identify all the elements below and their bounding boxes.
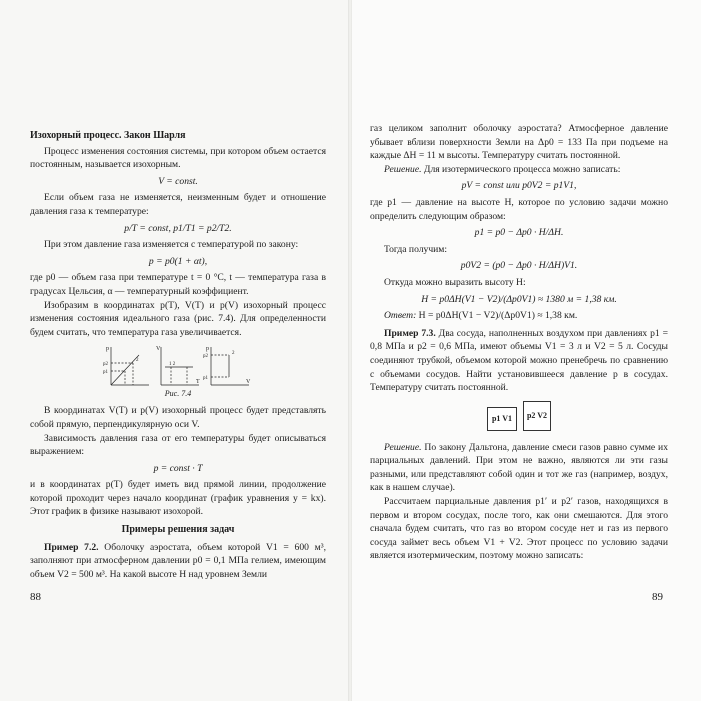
point-label: 2 (136, 358, 139, 364)
equation: V = const. (158, 175, 198, 187)
equation: p/T = const, p1/T1 = p2/T2. (124, 222, 232, 234)
example-paragraph (30, 541, 326, 582)
book-gutter (348, 0, 352, 701)
paragraph: Зависимость давления газа от его температуры будет описываться выражением: (30, 432, 326, 458)
axis-label: V (156, 346, 161, 353)
axis-label: V (246, 379, 251, 386)
axis-label: p (206, 346, 209, 353)
section-heading: Примеры решения задач (121, 524, 235, 536)
example-paragraph (370, 327, 668, 395)
section-heading: Изохорный процесс. Закон Шарля (30, 130, 186, 141)
axis-label: T (196, 379, 200, 386)
solution-text: Для изотермического процесса можно записать: (421, 163, 621, 175)
page-number: 89 (652, 591, 663, 603)
figure-caption: Рис. 7.4 (164, 389, 192, 399)
graph-V-T (161, 347, 199, 385)
axis-label: p (106, 346, 109, 353)
vessels-figure (370, 401, 668, 431)
graph-p-V (211, 347, 249, 385)
paragraph: Если объем газа не изменяется, неизменным будет и отношение давления газа к температуре: (30, 192, 326, 217)
paragraph: Изобразим в координатах p(T), V(T) и p(V) изохорный процесс изменения состояния идеального газа (рис. 7.4). Для определенности будем считать, что температура газа увеличивается. (30, 299, 326, 338)
equation: H = p0ΔH(V1 − V2)/(Δp0V1) ≈ 1380 м = 1,38 км. (421, 293, 617, 305)
tick-label: p1 (103, 370, 108, 376)
tick-label: p1 (203, 376, 208, 382)
example-label: Пример 7.3. (384, 327, 436, 339)
example-text: Два сосуда, наполненных воздухом при давлениях p1 = 0,8 МПа и p2 = 0,6 МПа, имеют объемы V1 = 3 л и V2 = 5 л. Сосуды соединяют трубкой, объемом которой можно пренебречь по сравнению с объемами сосудов. Найти установившееся давление p в сосудах. Температуру считать постоянной. (370, 327, 668, 394)
example-label: Пример 7.2. (44, 541, 99, 553)
point-label: 1 2 (169, 362, 176, 368)
right-page-text (370, 122, 668, 563)
answer-label: Ответ: (384, 310, 417, 322)
paragraph: Откуда можно выразить высоту H: (384, 276, 526, 288)
vessel-1: p1 V1 (487, 407, 517, 431)
paragraph: В координатах V(T) и p(V) изохорный процесс будет представлять собой прямую, перпендикулярную оси V. (30, 405, 326, 430)
graph-p-T (111, 347, 149, 385)
example-text: Оболочку аэростата, объем которой V1 = 600 м³, заполняют при атмосферном давлении p0 = 0,1 МПа гелием, имеющим объем V2 = 500 м³. На какой высоте H над уровнем Земли (30, 541, 326, 580)
paragraph (370, 441, 668, 495)
paragraph: Рассчитаем парциальные давления p1′ и p2′ газов, находящихся в первом и втором сосудах, после того, как они смешаются. Для этого сначала будем считать, что газ во втором сосуде нет и газ из первого сосуда займет весь объем V1 + V2. Этот процесс по условию задачи является изотермическим, поэтому можно записать: (370, 496, 668, 562)
tick-label: p2 (103, 362, 108, 368)
paragraph: Тогда получим: (384, 243, 448, 255)
paragraph: При этом давление газа изменяется с температурой по закону: (44, 239, 299, 251)
paragraph (370, 163, 668, 177)
answer-text: H = p0ΔH(V1 − V2)/(Δp0V1) ≈ 1,38 км. (416, 310, 578, 322)
paragraph: и в координатах p(T) будет иметь вид прямой линии, продолжение которой проходит через начало координат (график уравнения y = kx). Этот график в физике называют изохорой. (30, 479, 326, 518)
solution-text: По закону Дальтона, давление смеси газов равно сумме их парциальных давлений. При этом не важно, являются ли эти газы разными, или представляют собой один и тот же газ (например, воздух, как в нашем случае). (370, 441, 668, 494)
paragraph: газ целиком заполнит оболочку аэростата? Атмосферное давление убывает вблизи поверхности Земли на Δp0 = 133 Па при подъеме на каждые ΔH = 11 м высоты. Температуру считать постоянной. (370, 123, 668, 162)
tick-label: p2 (203, 354, 208, 360)
page-number: 88 (30, 591, 41, 603)
equation: p0V2 = (p0 − Δp0 · H/ΔH)V1. (460, 260, 578, 272)
equation: p1 = p0 − Δp0 · H/ΔH. (474, 227, 564, 239)
answer (370, 309, 668, 323)
solution-label: Решение. (384, 163, 422, 175)
figure-7-4 (103, 343, 253, 389)
paragraph: где p1 — давление на высоте H, которое по условию задачи можно определить следующим образом: (370, 196, 668, 222)
left-page-text (30, 129, 326, 581)
equation: p = p0(1 + αt), (148, 255, 208, 267)
paragraph: Процесс изменения состояния системы, при котором объем остается постоянным, называется изохорным. (30, 145, 326, 171)
paragraph: где p0 — объем газа при температуре t = 0 °C, t — температура газа в градусах Цельсия, α — температурный коэффициент. (30, 272, 326, 297)
equation: pV = const или p0V2 = p1V1, (461, 180, 577, 192)
point-label: 2 (232, 351, 235, 357)
equation: p = const · T (153, 462, 203, 474)
vessel-2: p2 V2 (523, 401, 551, 431)
solution-label: Решение. (384, 441, 422, 453)
